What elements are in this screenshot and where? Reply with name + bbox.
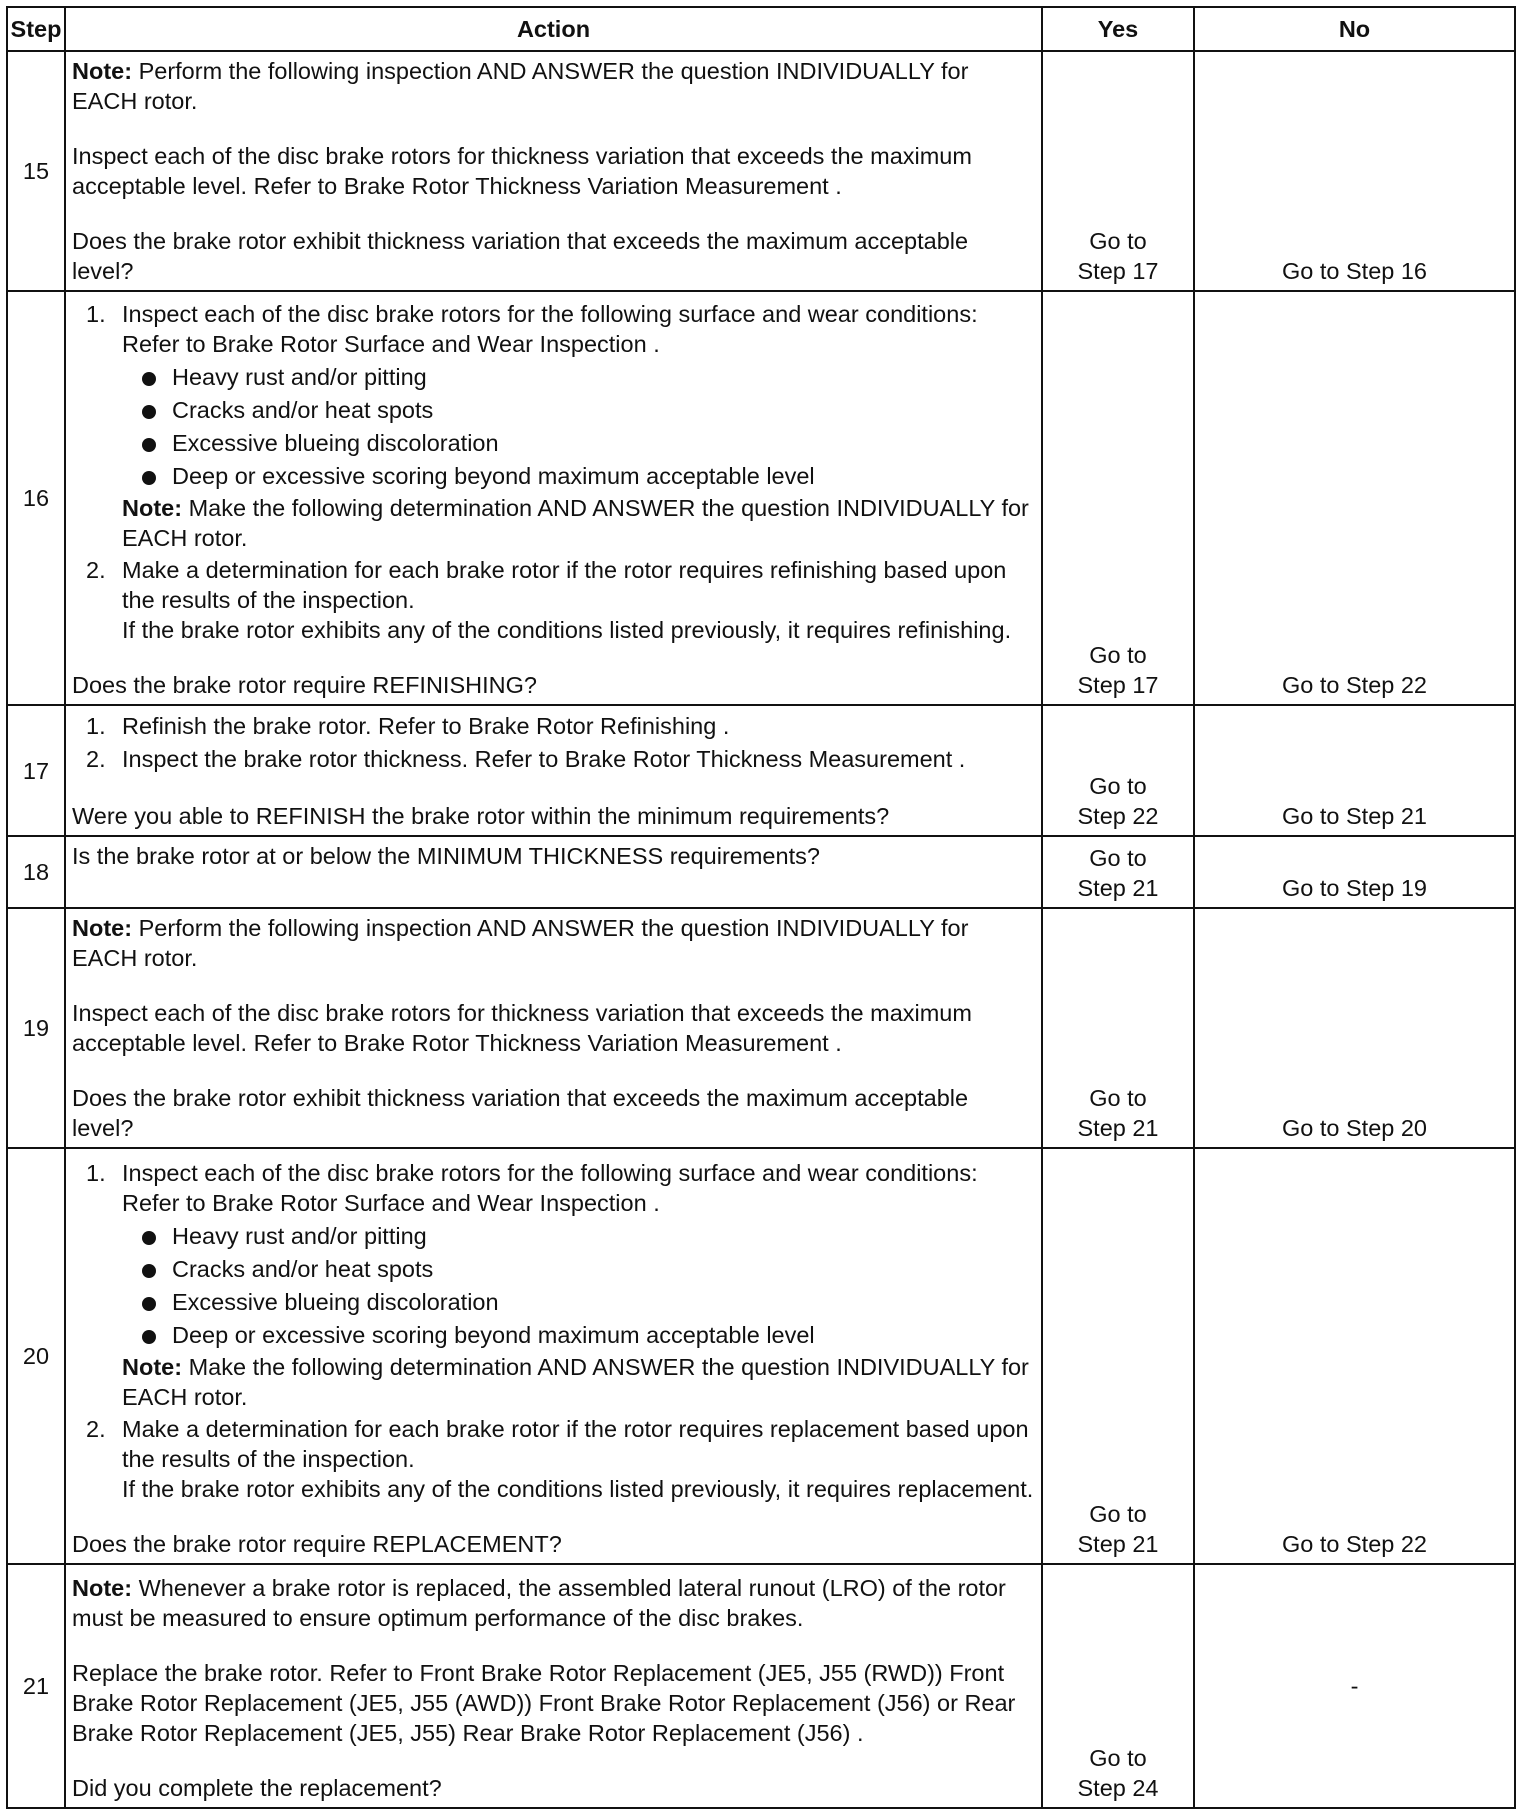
note-label: Note: [72,915,133,941]
question: Is the brake rotor at or below the MINIMUM THICKNESS requirements? [72,843,820,869]
list-item: Cracks and/or heat spots [122,1253,1035,1286]
question: Were you able to REFINISH the brake rotor within the minimum requirements? [72,803,890,829]
no-value: - [1194,1564,1515,1808]
yes-cell [1042,291,1194,705]
question: Does the brake rotor exhibit thickness variation that exceeds the maximum acceptable level? [72,228,969,284]
yes-cell [1042,836,1194,908]
question: Does the brake rotor require REPLACEMENT? [72,1531,562,1557]
no-step-link[interactable]: Go to Step 20 [1194,908,1515,1148]
yes-goto: Go to [1089,773,1147,799]
yes-step-link[interactable]: Step 21 [1077,1531,1159,1557]
item-text: Inspect each of the disc brake rotors for the following surface and wear conditions: [122,301,978,327]
no-step-link[interactable]: Go to Step 22 [1194,1148,1515,1564]
step-number: 21 [7,1564,65,1808]
list-item: Heavy rust and/or pitting [122,361,1035,394]
yes-goto: Go to [1089,1501,1147,1527]
instruction: Inspect each of the disc brake rotors for thickness variation that exceeds the maximum acceptable level. Refer to Brake Rotor Thickness Variation Measurement . [72,143,972,199]
row-step-16 [7,291,1515,705]
condition-list [122,361,1035,493]
yes-goto: Go to [1089,642,1147,668]
condition-list [122,1220,1035,1352]
yes-goto: Go to [1089,1085,1147,1111]
item-subtext: If the brake rotor exhibits any of the conditions listed previously, it requires refinishing. [122,617,1012,643]
yes-step-link[interactable]: Step 17 [1077,258,1159,284]
note [72,913,1035,973]
row-step-17 [7,705,1515,836]
note-label: Note: [72,58,133,84]
steps-list [72,1158,1035,1504]
yes-cell [1042,1148,1194,1564]
item-number: 2. [86,746,106,772]
item-text: Make a determination for each brake rotor if the rotor requires refinishing based upon the results of the inspection. [122,557,1007,613]
item-reference: Refer to Brake Rotor Surface and Wear Inspection . [122,1190,660,1216]
row-step-20 [7,1148,1515,1564]
yes-cell [1042,908,1194,1148]
note-label: Note: [122,1354,183,1380]
note-text: Perform the following inspection AND ANSWER the question INDIVIDUALLY for EACH rotor. [72,915,969,971]
list-item: Cracks and/or heat spots [122,394,1035,427]
list-item [72,555,1035,645]
yes-cell [1042,51,1194,291]
header-step: Step [7,7,65,51]
item-text: Inspect the brake rotor thickness. Refer to Brake Rotor Thickness Measurement . [122,746,966,772]
note [122,493,1035,553]
yes-goto: Go to [1089,845,1147,871]
yes-cell [1042,705,1194,836]
note [72,1573,1035,1633]
header-action: Action [65,7,1042,51]
row-step-18 [7,836,1515,908]
yes-cell [1042,1564,1194,1808]
no-step-link[interactable]: Go to Step 19 [1194,836,1515,908]
instruction: Replace the brake rotor. Refer to Front Brake Rotor Replacement (JE5, J55 (RWD)) Front Brake Rotor Replacement (JE5, J55 (AWD)) Front Brake Rotor Replacement (J56) or Rear Brake Rotor Replacement (JE5, J55) Rear Brake Rotor Replacement (J56) . [72,1660,1016,1746]
action-cell [65,908,1042,1148]
row-step-21 [7,1564,1515,1808]
item-number: 2. [86,1416,106,1442]
row-step-19 [7,908,1515,1148]
no-step-link[interactable]: Go to Step 16 [1194,51,1515,291]
no-step-link[interactable]: Go to Step 22 [1194,291,1515,705]
item-number: 1. [86,301,106,327]
action-cell [65,1148,1042,1564]
item-reference: Refer to Brake Rotor Surface and Wear Inspection . [122,331,660,357]
step-number: 18 [7,836,65,908]
list-item [72,1414,1035,1504]
action-cell [65,705,1042,836]
yes-step-link[interactable]: Step 22 [1077,803,1159,829]
item-number: 1. [86,1160,106,1186]
note-text: Perform the following inspection AND ANSWER the question INDIVIDUALLY for EACH rotor. [72,58,969,114]
item-text: Make a determination for each brake rotor if the rotor requires replacement based upon the results of the inspection. [122,1416,1029,1472]
no-step-link[interactable]: Go to Step 21 [1194,705,1515,836]
yes-step-link[interactable]: Step 21 [1077,1115,1159,1141]
list-item: Deep or excessive scoring beyond maximum acceptable level [122,1319,1035,1352]
list-item: Excessive blueing discoloration [122,427,1035,460]
item-text: Refinish the brake rotor. Refer to Brake Rotor Refinishing . [122,713,730,739]
yes-step-link[interactable]: Step 21 [1077,875,1159,901]
note-label: Note: [72,1575,133,1601]
header-row [7,7,1515,51]
step-number: 15 [7,51,65,291]
note-text: Make the following determination AND ANSWER the question INDIVIDUALLY for EACH rotor. [122,495,1029,551]
list-item: Excessive blueing discoloration [122,1286,1035,1319]
header-no: No [1194,7,1515,51]
item-number: 2. [86,557,106,583]
note [122,1352,1035,1412]
question: Does the brake rotor require REFINISHING? [72,672,537,698]
action-cell [65,1564,1042,1808]
yes-step-link[interactable]: Step 17 [1077,672,1159,698]
item-subtext: If the brake rotor exhibits any of the conditions listed previously, it requires replacement. [122,1476,1034,1502]
item-text: Inspect each of the disc brake rotors for the following surface and wear conditions: [122,1160,978,1186]
list-item [72,299,1035,553]
yes-goto: Go to [1089,1745,1147,1771]
instruction: Inspect each of the disc brake rotors for thickness variation that exceeds the maximum acceptable level. Refer to Brake Rotor Thickness Variation Measurement . [72,1000,972,1056]
header-yes: Yes [1042,7,1194,51]
action-cell [65,51,1042,291]
action-cell [65,291,1042,705]
list-item [72,1158,1035,1412]
diagnostic-table [6,6,1516,1809]
list-item: Heavy rust and/or pitting [122,1220,1035,1253]
list-item [72,710,1035,743]
yes-step-link[interactable]: Step 24 [1077,1775,1159,1801]
item-number: 1. [86,713,106,739]
yes-goto: Go to [1089,228,1147,254]
question: Did you complete the replacement? [72,1775,442,1801]
step-number: 17 [7,705,65,836]
step-number: 19 [7,908,65,1148]
action-cell [65,836,1042,908]
steps-list [72,710,1035,776]
steps-list [72,299,1035,645]
step-number: 16 [7,291,65,705]
note-text: Whenever a brake rotor is replaced, the assembled lateral runout (LRO) of the rotor must be measured to ensure optimum performance of the disc brakes. [72,1575,1006,1631]
note-label: Note: [122,495,183,521]
list-item: Deep or excessive scoring beyond maximum acceptable level [122,460,1035,493]
note [72,56,1035,116]
list-item [72,743,1035,776]
note-text: Make the following determination AND ANSWER the question INDIVIDUALLY for EACH rotor. [122,1354,1029,1410]
question: Does the brake rotor exhibit thickness variation that exceeds the maximum acceptable level? [72,1085,969,1141]
row-step-15 [7,51,1515,291]
step-number: 20 [7,1148,65,1564]
